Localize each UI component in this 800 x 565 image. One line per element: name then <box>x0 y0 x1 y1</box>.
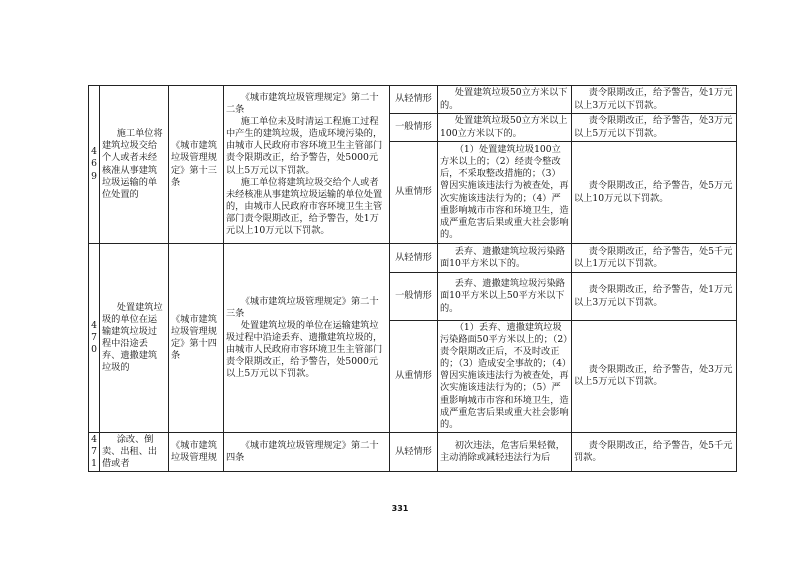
level-label: 一般情形 <box>390 273 438 321</box>
illegal-behavior-cell: 处置建筑垃圾的单位在运输建筑垃圾过程中沿途丢弃、遗撒建筑垃圾的 <box>100 244 169 433</box>
penalty-cell: 责令限期改正，给予警告，处5千元以上1万元以下罚款。 <box>572 244 737 273</box>
page-number: 331 <box>391 504 409 513</box>
circumstance-cell: 丢弃、遗撒建筑垃圾污染路面10平方米以上50平方米以下的。 <box>438 273 572 321</box>
penalty-provision-cell: 《城市建筑垃圾管理规定》第二十四条 <box>224 432 390 471</box>
level-label: 从轻情形 <box>390 86 438 114</box>
illegal-behavior-cell: 施工单位将建筑垃圾交给个人或者未经核准从事建筑垃圾运输的单位处置的 <box>100 86 169 244</box>
legal-basis-cell: 《城市建筑垃圾管理规定》第十四条 <box>169 244 224 433</box>
table-row <box>89 432 737 471</box>
level-label: 从轻情形 <box>390 432 438 471</box>
level-label: 从重情形 <box>390 142 438 244</box>
penalty-cell: 责令限期改正，给予警告，处5万元以上10万元以下罚款。 <box>572 142 737 244</box>
level-label: 一般情形 <box>390 114 438 142</box>
legal-basis-cell: 《城市建筑垃圾管理规 <box>169 432 224 471</box>
penalty-provision-cell: 《城市建筑垃圾管理规定》第二十二条 施工单位未及时清运工程施工过程中产生的建筑垃圾，造成环境污染的，由城市人民政府市容环境卫生主管部门责令限期改正，给予警告，处5000元以上5万元以下罚款。 施工单位将建筑垃圾交给个人或者未经核准从事建筑垃圾运输的单位处置的，由城市人民政府市容环境卫生主管部门责令限期改正，给予警告，处1万元以上10万元以下罚款。 <box>224 86 390 244</box>
table-row <box>89 86 737 114</box>
row-number: 471 <box>89 432 100 471</box>
penalty-provision-cell: 《城市建筑垃圾管理规定》第二十三条 处置建筑垃圾的单位在运输建筑垃圾过程中沿途丢弃、遗撒建筑垃圾的，由城市人民政府市容环境卫生主管部门责令限期改正，给予警告，处5000元以上5万元以下罚款。 <box>224 244 390 433</box>
level-label: 从轻情形 <box>390 244 438 273</box>
penalty-cell: 责令限期改正，给予警告，处1万元以上3万元以下罚款。 <box>572 86 737 114</box>
legal-basis-cell: 《城市建筑垃圾管理规定》第十三条 <box>169 86 224 244</box>
circumstance-cell: 处置建筑垃圾50立方米以上100立方米以下的。 <box>438 114 572 142</box>
circumstance-cell: （1）处置建筑垃圾100立方米以上的；（2）经责令整改后，不采取整改措施的；（3）曾因实施该违法行为被查处，再次实施该违法行为的；（4）严重影响城市市容和环境卫生，造成严重危害后果或重大社会影响的。 <box>438 142 572 244</box>
table-row <box>89 244 737 273</box>
penalty-cell: 责令限期改正，给予警告，处3万元以上5万元以下罚款。 <box>572 321 737 433</box>
penalty-cell: 责令限期改正，给予警告，处5千元罚款。 <box>572 432 737 471</box>
penalty-cell: 责令限期改正，给予警告，处1万元以上3万元以下罚款。 <box>572 273 737 321</box>
circumstance-cell: 丢弃、遗撒建筑垃圾污染路面10平方米以下的。 <box>438 244 572 273</box>
circumstance-cell: 处置建筑垃圾50立方米以下的。 <box>438 86 572 114</box>
circumstance-cell: （1）丢弃、遗撒建筑垃圾污染路面50平方米以上的；（2）责令限期改正后，不及时改正的；（3）造成安全事故的；（4）曾因实施该违法行为被查处，再次实施该违法行为的；（5）严重影响城市市容和环境卫生，造成严重危害后果或重大社会影响的。 <box>438 321 572 433</box>
row-number: 470 <box>89 244 100 433</box>
penalty-cell: 责令限期改正，给予警告，处3万元以上5万元以下罚款。 <box>572 114 737 142</box>
penalty-standard-table <box>88 85 737 472</box>
level-label: 从重情形 <box>390 321 438 433</box>
illegal-behavior-cell: 涂改、倒卖、出租、出借或者 <box>100 432 169 471</box>
row-number: 469 <box>89 86 100 244</box>
circumstance-cell: 初次违法，危害后果轻微，主动消除或减轻违法行为后 <box>438 432 572 471</box>
